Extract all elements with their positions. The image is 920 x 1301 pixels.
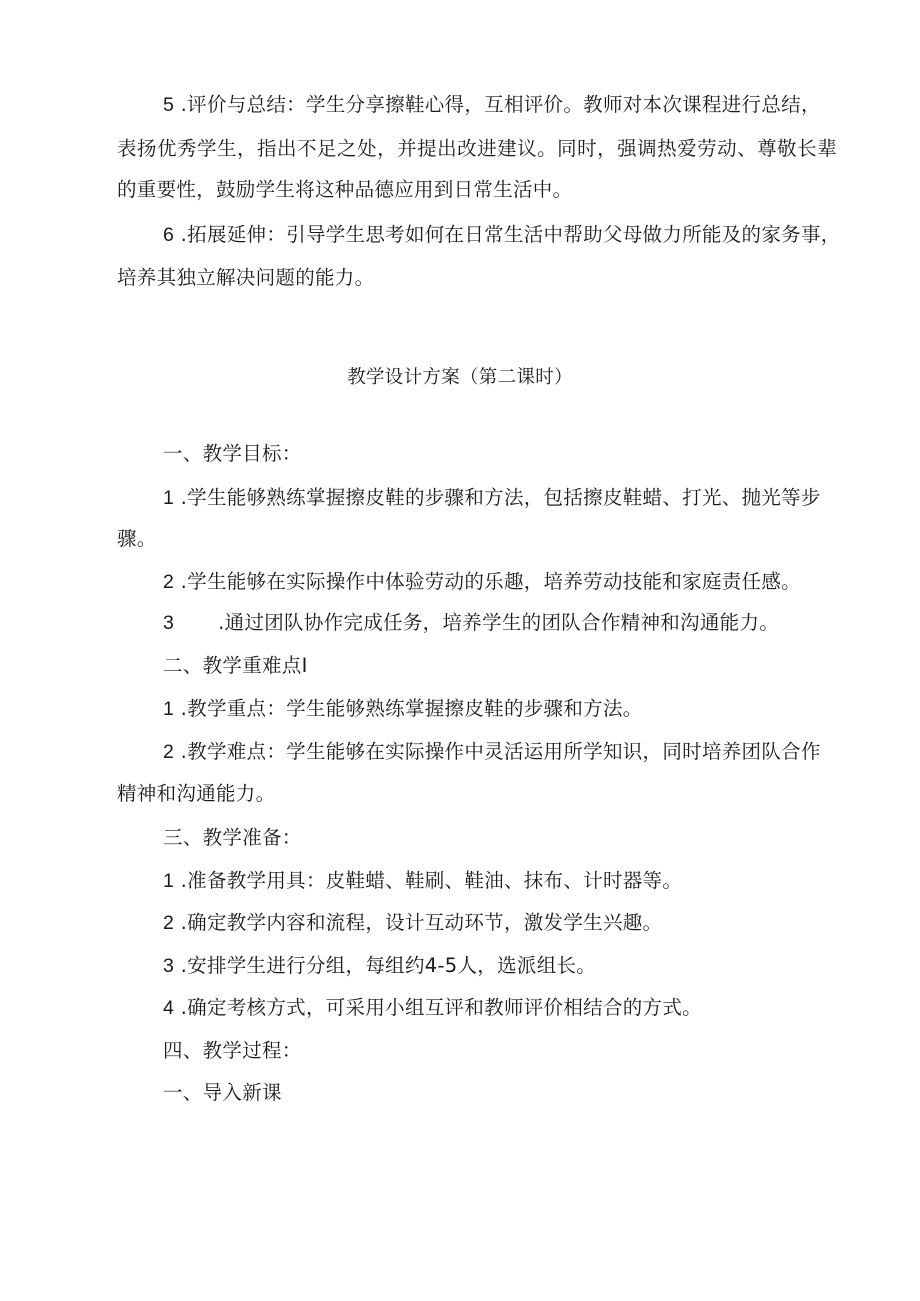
preparation-item-1: 1 .准备教学用具：皮鞋蜡、鞋刷、鞋油、抹布、计时器等。	[163, 869, 683, 892]
objective-2: 2 .学生能够在实际操作中体验劳动的乐趣，培养劳动技能和家庭责任感。	[163, 570, 801, 593]
preparation-item-4: 4 .确定考核方式，可采用小组互评和教师评价相结合的方式。	[163, 996, 702, 1019]
objectives-heading: 一、教学目标：	[163, 442, 302, 465]
objective-1-line1: 1 .学生能够熟练掌握擦皮鞋的步骤和方法，包括擦皮鞋蜡、打光、抛光等步	[163, 486, 821, 509]
key-point-1: 1 .教学重点：学生能够熟练掌握擦皮鞋的步骤和方法。	[163, 697, 643, 720]
key-points-heading: 二、教学重难点I	[163, 654, 308, 677]
objective-1-line2: 骤。	[117, 527, 157, 550]
item5-line2: 表扬优秀学生，指出不足之处，并提出改进建议。同时，强调热爱劳动、尊敬长辈	[117, 137, 837, 160]
page-title: 教学设计方案（第二课时）	[347, 367, 573, 388]
item5-line1: 5 .评价与总结：学生分享擦鞋心得，互相评价。教师对本次课程进行总结，	[163, 93, 821, 116]
process-heading: 四、教学过程：	[163, 1039, 302, 1062]
preparation-item-3: 3 .安排学生进行分组，每组约4-5人，选派组长。	[163, 954, 597, 977]
preparation-item-2: 2 .确定教学内容和流程，设计互动环节，激发学生兴趣。	[163, 911, 663, 934]
item5-line3: 的重要性，鼓励学生将这种品德应用到日常生活中。	[117, 178, 573, 201]
preparation-heading: 三、教学准备：	[163, 826, 302, 849]
objective-3: 3 .通过团队协作完成任务，培养学生的团队合作精神和沟通能力。	[163, 611, 780, 634]
item6-line2: 培养其独立解决问题的能力。	[117, 266, 375, 289]
process-sub-heading: 一、导入新课	[163, 1081, 282, 1104]
item6-line1: 6 .拓展延伸：引导学生思考如何在日常生活中帮助父母做力所能及的家务事，	[163, 223, 841, 246]
item6-number: 6	[163, 224, 175, 246]
key-point-2-line2: 精神和沟通能力。	[117, 782, 276, 805]
key-point-2-line1: 2 .教学难点：学生能够在实际操作中灵活运用所学知识，同时培养团队合作	[163, 740, 821, 763]
item5-number: 5	[163, 94, 175, 116]
